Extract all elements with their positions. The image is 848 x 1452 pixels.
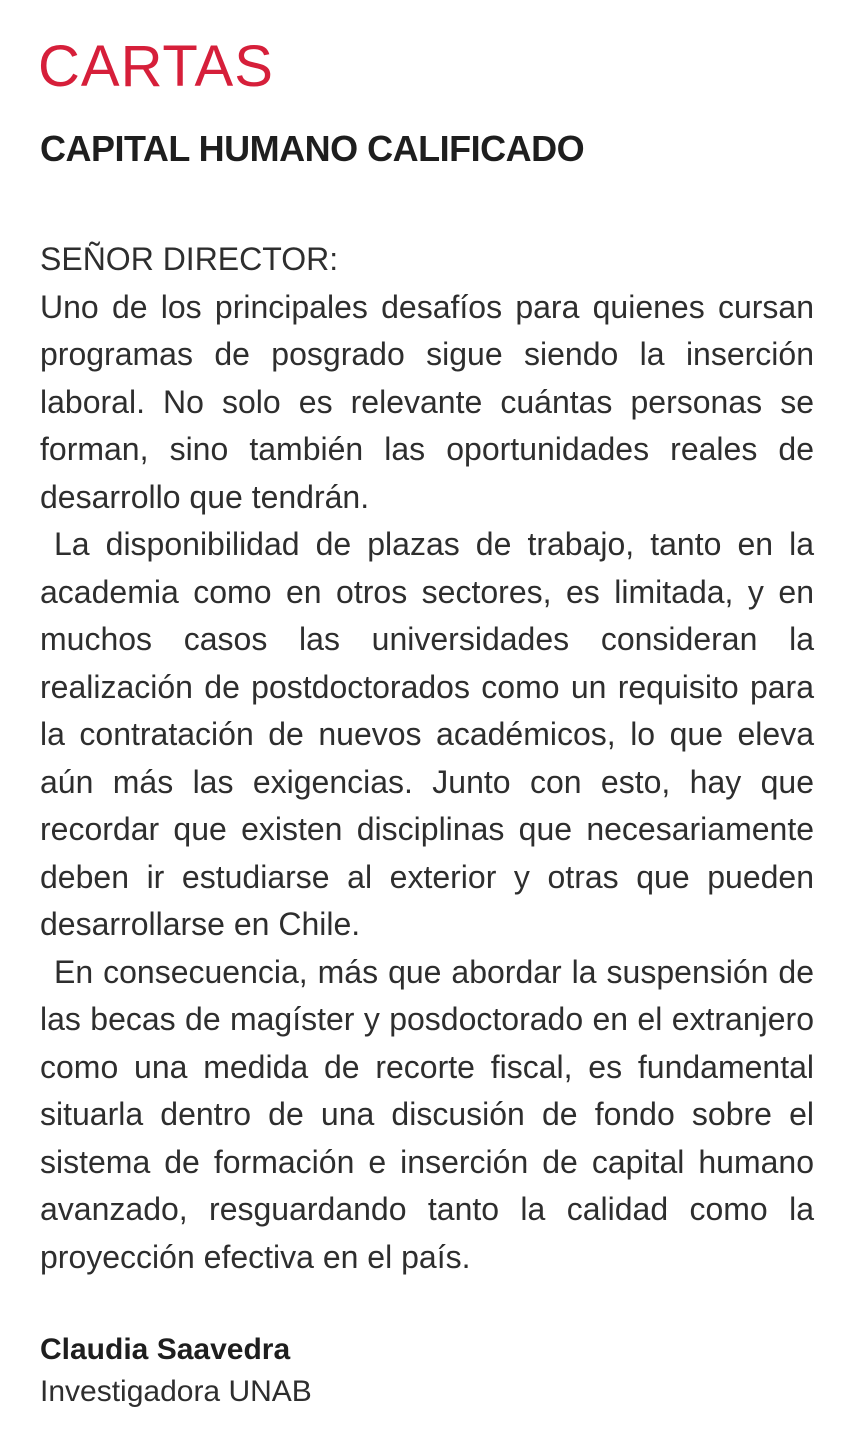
author-name: Claudia Saavedra	[40, 1333, 291, 1366]
letter-headline: CAPITAL HUMANO CALIFICADO	[40, 128, 585, 169]
paragraph-1: Uno de los principales desafíos para quienes cursan programas de posgrado sigue siendo la inserción laboral. No solo es relevante cuántas personas se forman, sino también las oportunidades reales de desarrollo que tendrán.	[40, 288, 814, 515]
section-title: CARTAS	[38, 34, 274, 99]
paragraph-2: La disponibilidad de plazas de trabajo, tanto en la academia como en otros sectores, es limitada, y en muchos casos las universidades consideran la realización de postdoctorados como un requisito para la contratación de nuevos académicos, lo que eleva aún más las exigencias. Junto con esto, hay que recordar que existen disciplinas que necesariamente deben ir estudiarse al exterior y otras que pueden desarrollarse en Chile.	[40, 526, 814, 942]
author-role: Investigadora UNAB	[40, 1375, 312, 1408]
paragraph-3: En consecuencia, más que abordar la suspensión de las becas de magíster y posdoctorado en el extranjero como una medida de recorte fiscal, es fundamental situarla dentro de una discusión de fondo sobre el sistema de formación e inserción de capital humano avanzado, resguardando tanto la calidad como la proyección efectiva en el país.	[40, 953, 814, 1275]
signature-block	[40, 1330, 312, 1414]
salutation: SEÑOR DIRECTOR:	[40, 241, 339, 277]
letter-body	[40, 236, 814, 1281]
